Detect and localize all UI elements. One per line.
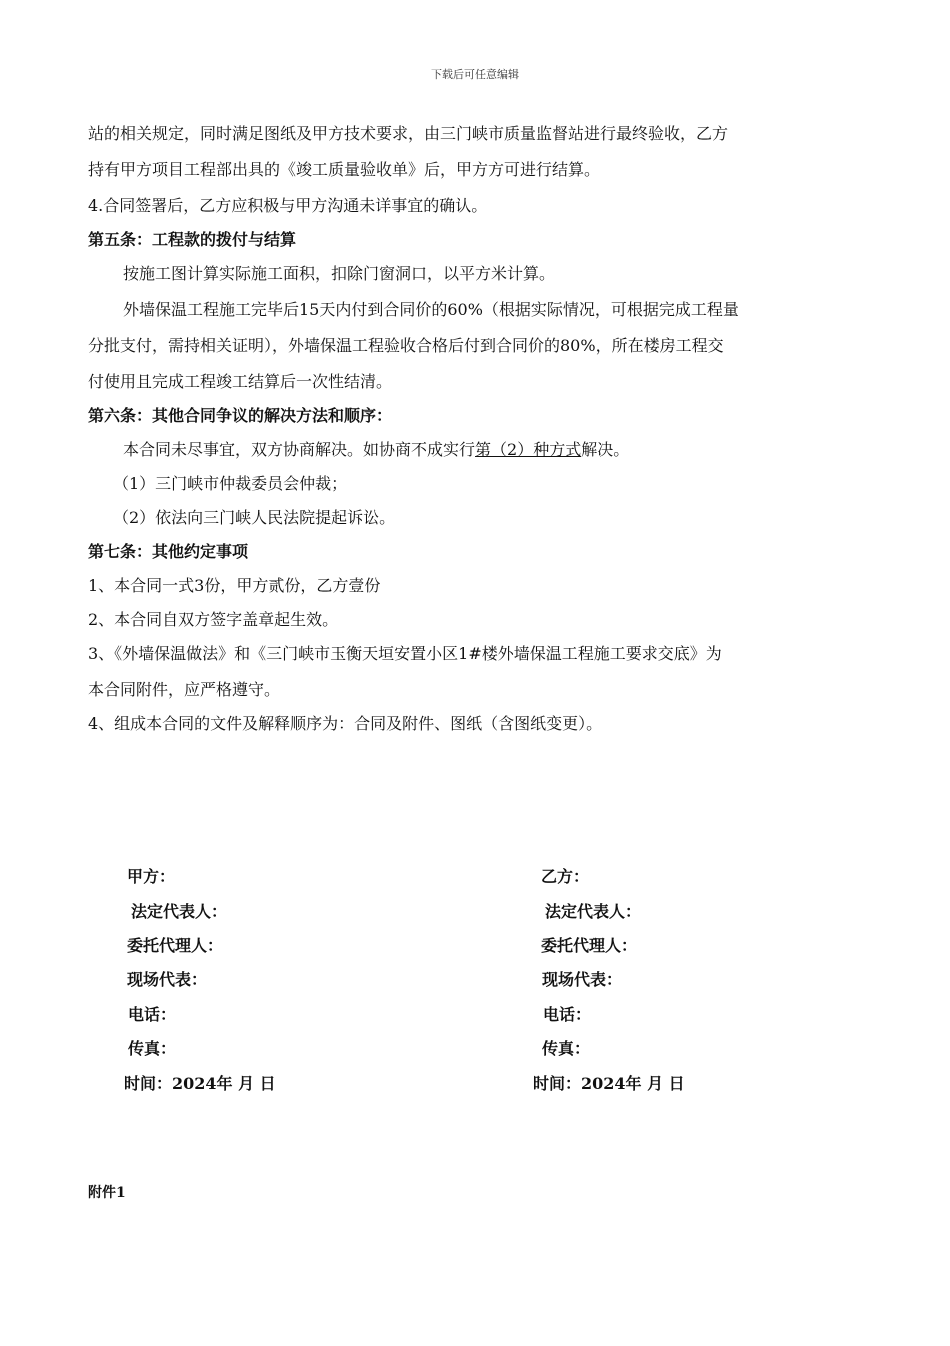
text-segment: 本合同未尽事宜，双方协商解决。如协商不成实行: [123, 440, 476, 459]
party-a-fax: 传真：: [128, 1039, 177, 1058]
text-line: 站的相关规定，同时满足图纸及甲方技术要求，由三门峡市质量监督站进行最终验收，乙方: [88, 124, 729, 143]
article-5-heading: 第五条：工程款的拨付与结算: [88, 230, 297, 249]
article-5-paragraph: 按施工图计算实际施工面积，扣除门窗洞口，以平方米计算。: [123, 264, 556, 283]
article-5-paragraph: 外墙保温工程施工完毕后15天内付到合同价的60%（根据实际情况，可根据完成工程量: [123, 300, 739, 319]
party-b-label: 乙方：: [541, 867, 590, 886]
article-7-item: 2、本合同自双方签字盖章起生效。: [88, 610, 339, 629]
text-line: 持有甲方项目工程部出具的《竣工质量验收单》后，甲方方可进行结算。: [88, 160, 601, 179]
underlined-choice: 第（2）种方式: [475, 440, 582, 459]
article-5-paragraph: 付使用且完成工程竣工结算后一次性结清。: [88, 372, 393, 391]
article-7-heading: 第七条：其他约定事项: [88, 542, 249, 561]
page-header: 下载后可任意编辑: [431, 68, 519, 81]
article-7-item: 4、组成本合同的文件及解释顺序为：合同及附件、图纸（含图纸变更）。: [88, 714, 603, 733]
party-b-date: 时间：2024年 月 日: [533, 1074, 685, 1093]
text-segment: 解决。: [581, 440, 630, 459]
party-b-site-rep: 现场代表：: [542, 970, 623, 989]
party-a-legal-rep: 法定代表人：: [131, 902, 228, 921]
article-7-item: 本合同附件，应严格遵守。: [88, 680, 281, 699]
contract-body: [88, 116, 864, 740]
article-6-option: （2）依法向三门峡人民法院提起诉讼。: [113, 508, 396, 527]
party-b-agent: 委托代理人：: [541, 936, 638, 955]
party-b-fax: 传真：: [542, 1039, 591, 1058]
party-a-agent: 委托代理人：: [127, 936, 224, 955]
article-6-option: （1）三门峡市仲裁委员会仲裁；: [113, 474, 348, 493]
article-6-heading: 第六条：其他合同争议的解决方法和顺序：: [88, 406, 393, 425]
text-line: 4.合同签署后，乙方应积极与甲方沟通未详事宜的确认。: [88, 196, 488, 215]
article-6-paragraph: [88, 432, 864, 466]
party-b-legal-rep: 法定代表人：: [545, 902, 642, 921]
attachment-label: 附件1: [88, 1185, 126, 1201]
party-a-site-rep: 现场代表：: [127, 970, 208, 989]
article-5-paragraph: 分批支付，需持相关证明），外墙保温工程验收合格后付到合同价的80%，所在楼房工程交: [88, 336, 724, 355]
party-a-date: 时间：2024年 月 日: [124, 1074, 276, 1093]
party-a-label: 甲方：: [127, 867, 176, 886]
party-a-phone: 电话：: [128, 1005, 177, 1024]
party-b-phone: 电话：: [543, 1005, 592, 1024]
article-7-item: 1、本合同一式3份，甲方贰份，乙方壹份: [88, 576, 381, 595]
article-7-item: 3、《外墙保温做法》和《三门峡市玉衡天垣安置小区1#楼外墙保温工程施工要求交底》为: [88, 644, 722, 663]
